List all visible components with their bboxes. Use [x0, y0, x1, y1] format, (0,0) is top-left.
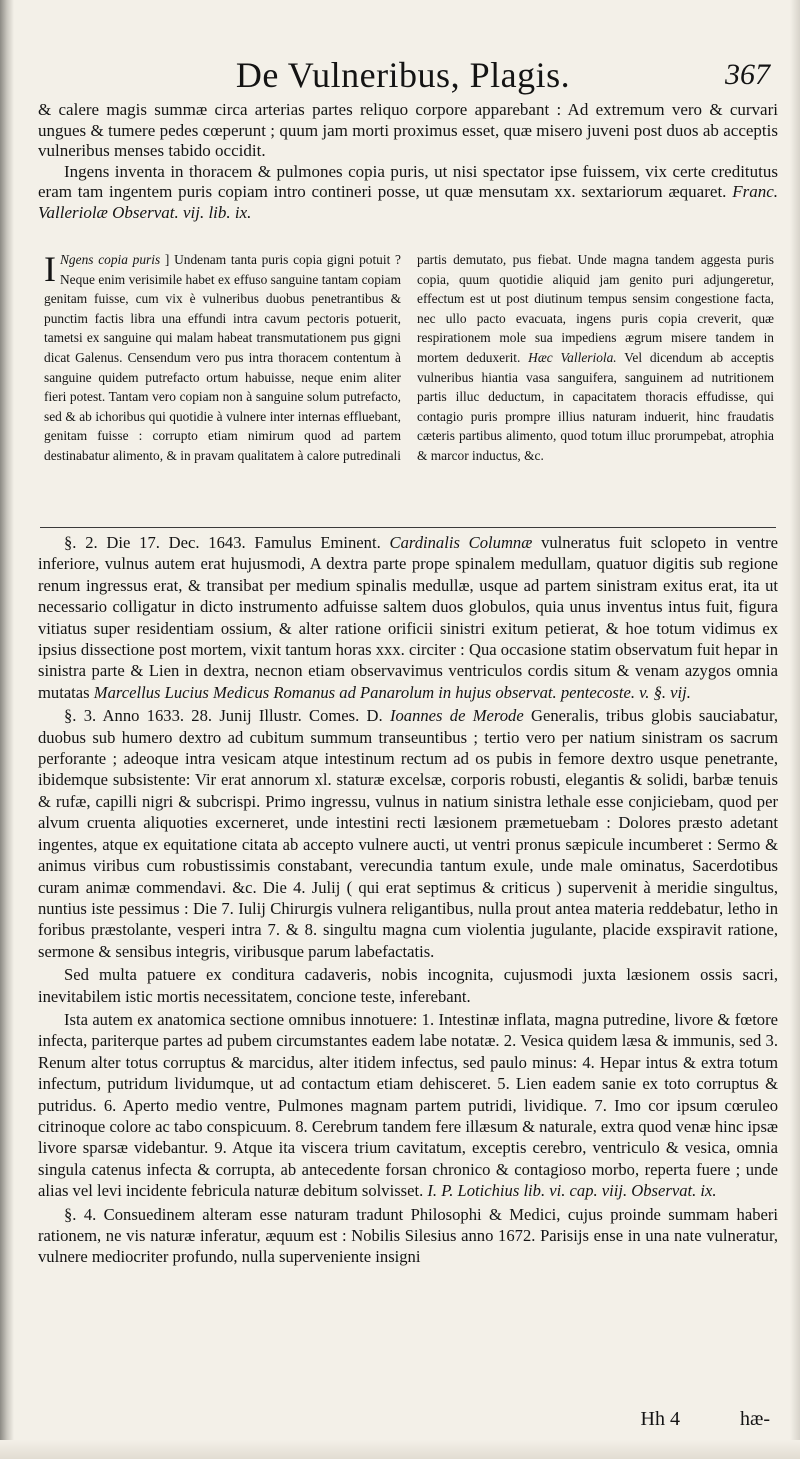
signature-mark: Hh 4: [640, 1408, 680, 1430]
commentary-columns: [44, 250, 774, 525]
paragraph-ista-text: Ista autem ex anatomica sectione omnibus innotuere: 1. Intestinæ inflata, magna putredine, livore & fœtore infecta, pariterque partes ad pubem circumstantes eadem labe notatæ. 2. Vesica quidem læsa & immunis, sed 3. Renum alter totus corruptus & marcidus, alter itidem infectus, sed paulo minus: 4. Hepar intus & extra totum infectum, putridum lividumque, ut ad contactum etiam dehisceret. 5. Lien eadem sanie ex toto corruptus & putridus. 6. Aperto medio ventre, Pulmones magnam partem putridi, lividique. 7. Imo cor ipsum cœruleo citrinoque colore ac tabo conspicuum. 8. Cerebrum tandem fere illæsum & naturale, extra quod venæ hinc ipsæ livore sparsæ videbantur. 9. Atque ita viscera trium cavitatum, exceptis cerebro, ventriculo & vesica, omnia singula catenus infecta & corrupta, ab antecedente forsan chronico & contagioso morbo, reperta fuere ; unde alias vel levi incidente febricula naturæ debitum solvisset.: [38, 1009, 778, 1201]
section-2-reference: Marcellus Lucius Medicus Romanus ad Panarolum in hujus observat. pentecoste. v. §. vij.: [93, 682, 691, 702]
section-3-person: Ioannes de Merode: [389, 706, 524, 726]
drop-capital: I: [44, 249, 56, 289]
bleed-through-strip: [0, 1440, 800, 1459]
commentary-lemma: Ngens copia puris: [60, 252, 161, 267]
section-3: [38, 705, 778, 962]
page-edge: [790, 0, 800, 1459]
commentary-text: ] Undenam tanta puris copia gigni potuit ? Neque enim verisimile habet ex effuso sanguine tantam copiam genitam fuisse, cum vix è vulneribus duobus penetrantibus & punctim factis libra una effundi intra cavum pectoris potuerit, tametsi ex sanguine qui malam habeat transmutationem pus gigni dicat Galenus. Censendum vero pus intra thoracem contentum à sanguine quidem putrefacto ortum habuisse, neque enim aliter fieri potest. Tantam vero copiam non à sanguine solum putrefacto, sed & ab ichoribus qui quotidie à vulnere inter internas effluebant, genitam fuisse : corrupto etiam nimirum quod ad partem destinabatur alimento, & in pravam qualitatem à calore putredinali partis demutato, pus fiebat. Unde magna tandem aggesta puris copia, quum quotidie aliquid jam genito puri adjungeretur, effectum est ut post diutinum tempus sensim congestione facta, nec ullo pacto evacuata, ingens puris copia creverit, quæ respirationem mole sua impediens ægrum misere tandem in mortem deduxerit.: [44, 252, 774, 463]
paragraph-ista: [38, 1009, 778, 1202]
intro-paragraph-2: [38, 162, 778, 224]
page-number: 367: [725, 58, 770, 91]
main-text: [38, 532, 778, 1270]
section-2-person: Cardinalis Columnæ: [389, 533, 533, 552]
section-2-opening: §. 2. Die 17. Dec. 1643. Famulus Eminent.: [64, 533, 381, 552]
paragraph-sed: Sed multa patuere ex conditura cadaveris, nobis incognita, cujusmodi juxta læsionem ossis sacri, inevitabilem istic mortis necessitatem, concione teste, inferebant.: [38, 965, 778, 1006]
section-2: [38, 532, 778, 703]
commentary-tail: Vel dicendum ab acceptis vulneribus hiantia vasa sanguifera, sanguinem ad nutritionem partis illuc deductum, in capacitatem thoracis effudisse, qui contagio puris prompre illius naturam induerit, hinc fraudatis cæteris partibus alimento, quod totum illuc prorumpebat, atrophia & marcor inductus, &c.: [417, 349, 774, 463]
intro-paragraph-2-text: Ingens inventa in thoracem & pulmones copia puris, ut nisi spectator ipse fuissem, vix certe creditutus eram tam ingentem puris copiam intro contineri posse, ut quæ mensutam xx. sextariorum æquaret.: [38, 161, 778, 202]
page-title: De Vulneribus, Plagis.: [235, 55, 571, 95]
page-gutter-shadow: [0, 0, 14, 1459]
intro-reference: Franc. Valleriolæ Observat. vij. lib. ix.: [38, 182, 778, 222]
paragraph-ista-reference: I. P. Lotichius lib. vi. cap. viij. Observat. ix.: [427, 1181, 717, 1201]
intro-block: [38, 100, 778, 224]
page-footer: [36, 1408, 770, 1438]
section-4: §. 4. Consuedinem alteram esse naturam tradunt Philosophi & Medici, cujus proinde summam haberi rationem, ne vis naturæ inferatur, æquum est : Nobilis Silesius anno 1672. Parisijs ense in una nate vulneratur, vulnere mediocriter profundo, nulla superveniente insigni: [38, 1204, 778, 1267]
section-3-opening: §. 3. Anno 1633. 28. Junij Illustr. Comes. D.: [64, 706, 383, 726]
section-2-body: vulneratus fuit sclopeto in ventre inferiore, vulnus autem erat hujusmodi, A dextra parte prope spinalem medullam, quatuor digitis sub regione renum ingressus erat, & transibat per medium spinalis medullæ, usque ad partem sinistram exitus erat, ita ut necessario colligatur in dicto instrumento adfuisse saltem duos globulos, quia unus inventus intus fuit, figura vitiatus super residentiam ossium, & alter ratione orificii sinistri exitum petierat, & hoe totum vidimus ex ipsius dissectione post mortem, vixit tantum horas xxx. circiter : Qua occasione statim observatum fuit hepar in sinistra parte & Lien in dextra, necnon etiam observavimus ventriculos cordis situm & venam azygos omnia mutatas: [38, 533, 778, 702]
section-3-body: Generalis, tribus globis sauciabatur, duobus sub humero dextro ad cubitum summum transeuntibus ; tertio vero per natium sinistram os sacrum perforante ; adeoque intra vesicam atque intestinum rectum ad os pubis in femore dextro usque penetrante, ibidemque subsistente: Vir erat annorum xl. staturæ excelsæ, corporis robusti, elegantis & solidi, barbæ tenuis & rufæ, capilli nigri & subcrispi. Primo ingressu, vulnus in natium sinistra lethale esse conjiciebam, quod per alvum cruenta aliquoties excerneret, unde intestini recti læsionem præmetuebam : Dolores præsto adetant ingentes, atque ex equitatione citata ab accepto vulnere aucti, ut ventri pronus sæpicule incumberet : Sermo & animus viribus cum robustissimis constabant, verecundia tantum exule, unde male ominatus, Sacerdotibus curam animæ commendavi. &c. Die 4. Julij ( qui erat septimus & criticus ) supervenit à meridie singultus, nuntius iste pessimus : Die 7. Iulij Chirurgis vulnera religantibus, nulla prout antea materia reddebatur, letho in foribus præstolante, vesperi intra 7. & 8. singultu magna cum violentia jugulante, placide exspiravit ratione, sermone & sensibus integris, viribusque parum labefactatis.: [38, 706, 778, 961]
commentary-reference: Hæc Valleriola.: [528, 349, 617, 365]
running-head: [36, 50, 770, 98]
section-divider: [40, 527, 776, 528]
catchword: hæ-: [740, 1408, 770, 1430]
intro-paragraph-1: & calere magis summæ circa arterias partes reliquo corpore apparebant : Ad extremum vero & curvari ungues & tumere pedes cœperunt ; quum jam morti proximus esset, quæ misero juveni post duos ab acceptis vulneribus menses tabido occidit.: [38, 100, 778, 161]
